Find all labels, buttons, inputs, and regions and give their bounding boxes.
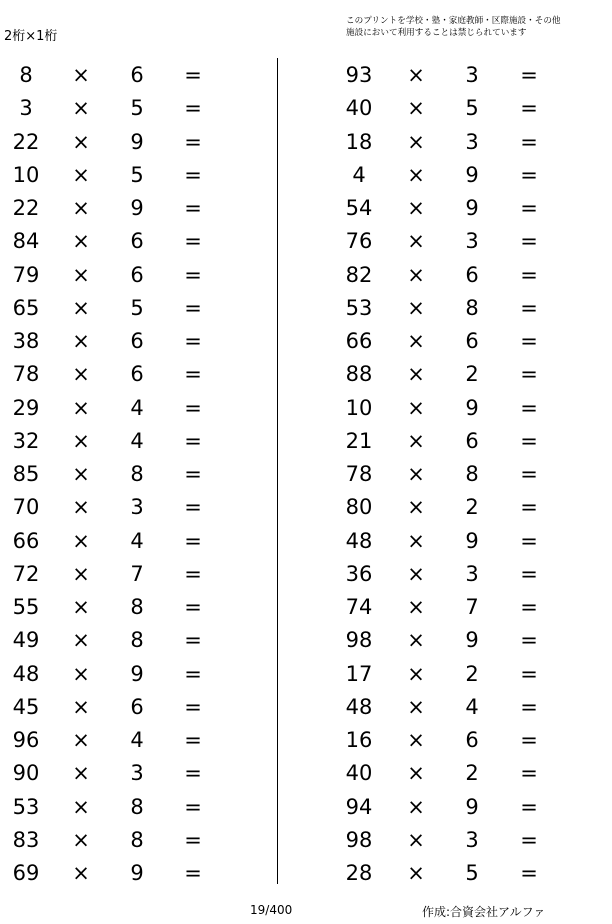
times-sign: × (72, 728, 90, 752)
operand-a: 76 (345, 229, 373, 254)
operand-b: 9 (130, 196, 144, 220)
times-sign: × (407, 794, 425, 819)
times-sign: × (407, 428, 425, 453)
equals-sign: = (520, 196, 538, 220)
times-sign: × (72, 229, 90, 254)
operand-a: 90 (12, 761, 40, 786)
operand-a: 66 (12, 528, 40, 553)
times-sign: × (407, 329, 425, 353)
operand-a: 74 (345, 595, 373, 619)
equals-sign: = (184, 362, 202, 387)
operand-b: 3 (465, 561, 479, 586)
equals-sign: = (520, 229, 538, 254)
operand-a: 38 (12, 329, 40, 353)
times-sign: × (72, 528, 90, 553)
operand-b: 8 (465, 462, 479, 486)
operand-a: 10 (345, 395, 373, 420)
operand-a: 54 (345, 196, 373, 220)
times-sign: × (72, 794, 90, 819)
operand-b: 5 (130, 96, 144, 121)
operand-b: 2 (465, 362, 479, 387)
operand-b: 6 (130, 694, 144, 719)
operand-a: 21 (345, 428, 373, 453)
times-sign: × (72, 196, 90, 220)
equals-sign: = (520, 428, 538, 453)
times-sign: × (72, 295, 90, 320)
operand-a: 8 (19, 63, 33, 87)
operand-a: 32 (12, 428, 40, 453)
operand-b: 6 (465, 329, 479, 353)
times-sign: × (407, 229, 425, 254)
operand-b: 3 (465, 129, 479, 154)
equals-sign: = (520, 661, 538, 686)
worksheet-title: 2桁×1桁 (4, 29, 58, 44)
operand-b: 6 (130, 262, 144, 287)
equals-sign: = (184, 63, 202, 87)
times-sign: × (72, 861, 90, 885)
times-sign: × (72, 561, 90, 586)
operand-b: 9 (465, 794, 479, 819)
operand-b: 9 (465, 196, 479, 220)
usage-notice-line2: 施設において利用することは禁じられています (346, 28, 527, 38)
operand-a: 48 (345, 528, 373, 553)
operand-b: 3 (465, 63, 479, 87)
operand-a: 78 (345, 462, 373, 486)
times-sign: × (407, 395, 425, 420)
operand-a: 48 (12, 661, 40, 686)
operand-b: 9 (130, 661, 144, 686)
times-sign: × (72, 395, 90, 420)
operand-b: 7 (130, 561, 144, 586)
operand-a: 55 (12, 595, 40, 619)
times-sign: × (72, 462, 90, 486)
operand-a: 69 (12, 861, 40, 885)
equals-sign: = (520, 362, 538, 387)
equals-sign: = (184, 827, 202, 852)
equals-sign: = (184, 628, 202, 653)
equals-sign: = (520, 63, 538, 87)
operand-a: 83 (12, 827, 40, 852)
operand-b: 4 (130, 728, 144, 752)
operand-a: 66 (345, 329, 373, 353)
equals-sign: = (184, 528, 202, 553)
operand-b: 9 (130, 129, 144, 154)
operand-b: 6 (465, 428, 479, 453)
operand-b: 6 (130, 329, 144, 353)
equals-sign: = (520, 694, 538, 719)
equals-sign: = (520, 295, 538, 320)
times-sign: × (72, 428, 90, 453)
equals-sign: = (184, 495, 202, 520)
equals-sign: = (520, 462, 538, 486)
operand-b: 3 (465, 827, 479, 852)
operand-b: 6 (130, 362, 144, 387)
equals-sign: = (184, 694, 202, 719)
operand-a: 94 (345, 794, 373, 819)
equals-sign: = (184, 395, 202, 420)
times-sign: × (72, 262, 90, 287)
times-sign: × (407, 694, 425, 719)
column-divider (277, 58, 278, 884)
times-sign: × (72, 362, 90, 387)
operand-a: 84 (12, 229, 40, 254)
operand-b: 3 (130, 495, 144, 520)
equals-sign: = (184, 595, 202, 619)
operand-a: 40 (345, 96, 373, 121)
operand-a: 96 (12, 728, 40, 752)
times-sign: × (407, 661, 425, 686)
equals-sign: = (520, 861, 538, 885)
equals-sign: = (520, 794, 538, 819)
equals-sign: = (520, 495, 538, 520)
operand-b: 3 (465, 229, 479, 254)
operand-b: 9 (465, 395, 479, 420)
operand-b: 8 (130, 628, 144, 653)
times-sign: × (407, 362, 425, 387)
operand-a: 36 (345, 561, 373, 586)
equals-sign: = (184, 761, 202, 786)
equals-sign: = (184, 196, 202, 220)
operand-b: 9 (130, 861, 144, 885)
operand-b: 6 (465, 728, 479, 752)
operand-b: 8 (130, 827, 144, 852)
usage-notice-line1: このプリントを学校・塾・家庭教師・区際施設・その他 (346, 16, 561, 26)
operand-a: 29 (12, 395, 40, 420)
times-sign: × (407, 196, 425, 220)
equals-sign: = (184, 861, 202, 885)
operand-b: 5 (130, 162, 144, 187)
operand-b: 6 (465, 262, 479, 287)
equals-sign: = (520, 827, 538, 852)
equals-sign: = (184, 96, 202, 121)
operand-b: 6 (130, 63, 144, 87)
operand-a: 65 (12, 295, 40, 320)
operand-a: 78 (12, 362, 40, 387)
usage-notice (346, 15, 608, 39)
times-sign: × (407, 129, 425, 154)
equals-sign: = (184, 162, 202, 187)
operand-b: 7 (465, 595, 479, 619)
operand-b: 9 (465, 628, 479, 653)
times-sign: × (407, 63, 425, 87)
operand-b: 5 (465, 861, 479, 885)
equals-sign: = (184, 794, 202, 819)
times-sign: × (72, 661, 90, 686)
operand-a: 79 (12, 262, 40, 287)
operand-b: 4 (130, 528, 144, 553)
operand-b: 8 (130, 462, 144, 486)
equals-sign: = (520, 129, 538, 154)
equals-sign: = (184, 295, 202, 320)
operand-a: 98 (345, 827, 373, 852)
equals-sign: = (520, 628, 538, 653)
operand-a: 17 (345, 661, 373, 686)
equals-sign: = (520, 561, 538, 586)
operand-a: 22 (12, 196, 40, 220)
operand-a: 16 (345, 728, 373, 752)
operand-b: 2 (465, 495, 479, 520)
times-sign: × (407, 728, 425, 752)
operand-b: 3 (130, 761, 144, 786)
times-sign: × (407, 561, 425, 586)
times-sign: × (72, 329, 90, 353)
times-sign: × (407, 495, 425, 520)
equals-sign: = (520, 329, 538, 353)
equals-sign: = (520, 162, 538, 187)
equals-sign: = (520, 595, 538, 619)
operand-b: 5 (130, 295, 144, 320)
times-sign: × (72, 694, 90, 719)
operand-a: 85 (12, 462, 40, 486)
operand-a: 10 (12, 162, 40, 187)
operand-a: 40 (345, 761, 373, 786)
times-sign: × (407, 528, 425, 553)
times-sign: × (72, 628, 90, 653)
equals-sign: = (184, 462, 202, 486)
equals-sign: = (184, 428, 202, 453)
operand-b: 4 (130, 395, 144, 420)
times-sign: × (72, 63, 90, 87)
operand-a: 53 (12, 794, 40, 819)
operand-b: 8 (130, 794, 144, 819)
operand-a: 4 (352, 162, 366, 187)
equals-sign: = (520, 528, 538, 553)
times-sign: × (407, 628, 425, 653)
times-sign: × (407, 295, 425, 320)
times-sign: × (407, 761, 425, 786)
operand-a: 93 (345, 63, 373, 87)
times-sign: × (72, 162, 90, 187)
times-sign: × (407, 595, 425, 619)
operand-b: 9 (465, 528, 479, 553)
author-credit: 作成:合資会社アルファ (422, 905, 546, 919)
operand-b: 6 (130, 229, 144, 254)
operand-a: 80 (345, 495, 373, 520)
times-sign: × (72, 827, 90, 852)
operand-b: 2 (465, 661, 479, 686)
operand-a: 88 (345, 362, 373, 387)
operand-a: 3 (19, 96, 33, 121)
times-sign: × (407, 262, 425, 287)
page-number: 19/400 (250, 903, 293, 917)
equals-sign: = (520, 262, 538, 287)
operand-a: 28 (345, 861, 373, 885)
operand-b: 5 (465, 96, 479, 121)
equals-sign: = (184, 329, 202, 353)
operand-b: 8 (130, 595, 144, 619)
times-sign: × (72, 595, 90, 619)
times-sign: × (72, 761, 90, 786)
equals-sign: = (520, 395, 538, 420)
equals-sign: = (520, 728, 538, 752)
equals-sign: = (184, 262, 202, 287)
times-sign: × (72, 495, 90, 520)
times-sign: × (407, 96, 425, 121)
operand-a: 53 (345, 295, 373, 320)
operand-b: 4 (130, 428, 144, 453)
equals-sign: = (184, 728, 202, 752)
operand-b: 9 (465, 162, 479, 187)
equals-sign: = (184, 229, 202, 254)
operand-b: 4 (465, 694, 479, 719)
equals-sign: = (184, 661, 202, 686)
times-sign: × (407, 827, 425, 852)
times-sign: × (407, 162, 425, 187)
equals-sign: = (520, 96, 538, 121)
operand-a: 82 (345, 262, 373, 287)
operand-b: 8 (465, 295, 479, 320)
times-sign: × (407, 861, 425, 885)
equals-sign: = (520, 761, 538, 786)
operand-a: 48 (345, 694, 373, 719)
operand-a: 45 (12, 694, 40, 719)
operand-a: 72 (12, 561, 40, 586)
times-sign: × (72, 129, 90, 154)
operand-a: 49 (12, 628, 40, 653)
operand-a: 98 (345, 628, 373, 653)
operand-a: 22 (12, 129, 40, 154)
operand-a: 18 (345, 129, 373, 154)
operand-a: 70 (12, 495, 40, 520)
times-sign: × (72, 96, 90, 121)
equals-sign: = (184, 561, 202, 586)
operand-b: 2 (465, 761, 479, 786)
equals-sign: = (184, 129, 202, 154)
times-sign: × (407, 462, 425, 486)
